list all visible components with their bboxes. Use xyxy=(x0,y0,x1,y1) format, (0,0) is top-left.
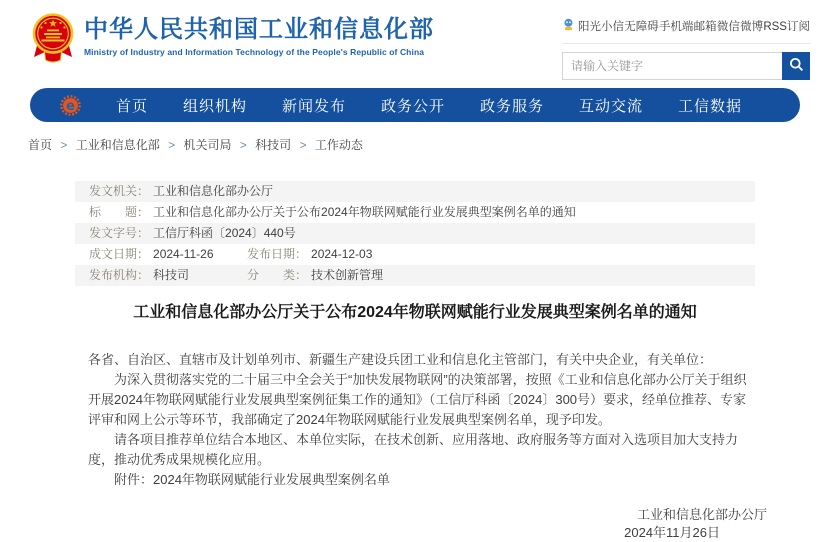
search-input[interactable] xyxy=(562,52,782,80)
nav-item-home[interactable]: 首页 xyxy=(115,97,148,115)
nav-item-gov-disclosure[interactable]: 政务公开 xyxy=(380,97,445,115)
miit-logo-icon xyxy=(60,95,81,116)
breadcrumb-separator: > xyxy=(299,138,307,152)
doc-info-row-publisher-category xyxy=(75,265,755,286)
quick-link-accessibility[interactable]: 无障碍 xyxy=(624,21,659,33)
search-icon xyxy=(789,57,804,75)
quick-link-rss[interactable]: RSS订阅 xyxy=(763,21,810,33)
quick-link-sunshine-assistant[interactable] xyxy=(562,18,624,34)
quick-link-wechat[interactable]: 微信 xyxy=(716,21,740,33)
quick-link-weibo[interactable]: 微博 xyxy=(740,21,764,33)
doc-info-value: 科技司 xyxy=(153,268,190,282)
doc-info-label: 标 题： xyxy=(89,205,150,219)
search-bar xyxy=(562,52,810,80)
nav-item-interaction[interactable]: 互动交流 xyxy=(578,97,643,115)
site-title-cn: 中华人民共和国工业和信息化部 xyxy=(84,16,434,43)
svg-text:e: e xyxy=(66,98,75,114)
breadcrumb xyxy=(28,136,830,153)
article-title: 工业和信息化部办公厅关于公布2024年物联网赋能行业发展典型案例名单的通知 xyxy=(133,304,697,321)
quick-link-mobile[interactable]: 手机端 xyxy=(658,21,694,33)
main-nav xyxy=(30,88,800,122)
doc-info-label: 发布日期： xyxy=(247,247,308,261)
signature-org: 工业和信息化部办公厅 xyxy=(636,507,767,522)
doc-info-value: 2024-11-26 xyxy=(153,247,214,261)
nav-item-data[interactable]: 工信数据 xyxy=(677,97,742,115)
site-header xyxy=(0,0,830,80)
doc-info-value: 技术创新管理 xyxy=(311,268,384,282)
nav-item-news[interactable]: 新闻发布 xyxy=(281,97,346,115)
article-paragraph: 请各项目推荐单位结合本地区、本单位实际，在技术创新、应用落地、政府服务等方面对入选项目加大支持力度，推动优秀成果规模化应用。 xyxy=(88,432,739,467)
quick-link-label: 阳光小信 xyxy=(578,21,624,33)
article-paragraph: 为深入贯彻落实党的二十届三中全会关于“加快发展物联网”的决策部署，按照《工业和信息化部办公厅关于组织开展2024年物联网赋能行业发展典型案例征集工作的通知》（工信厅科函〔2024〕300号）要求，经单位推荐、专家评审和网上公示等环节，我部确定了2024年物联网赋能行业发展典型案例名单，现予印发。 xyxy=(88,372,747,427)
header-right xyxy=(562,10,810,80)
doc-info-row-issuing-office xyxy=(75,181,755,202)
nav-item-gov-services[interactable]: 政务服务 xyxy=(479,97,544,115)
article-body xyxy=(88,350,755,490)
quick-links xyxy=(562,14,810,44)
signature-date: 2024年11月26日 xyxy=(624,525,720,540)
breadcrumb-miit[interactable]: 工业和信息化部 xyxy=(75,138,160,152)
doc-info-table xyxy=(75,181,755,286)
doc-info-label: 发布机构： xyxy=(89,268,150,282)
doc-info-value: 2024-12-03 xyxy=(311,247,373,261)
doc-info-row-title xyxy=(75,202,755,223)
search-button[interactable] xyxy=(782,52,810,80)
breadcrumb-separator: > xyxy=(168,138,176,152)
breadcrumb-work-updates[interactable]: 工作动态 xyxy=(314,138,363,152)
assistant-icon xyxy=(562,18,575,34)
doc-info-label: 分 类： xyxy=(247,268,308,282)
breadcrumb-separator: > xyxy=(60,138,68,152)
breadcrumb-home[interactable]: 首页 xyxy=(28,138,53,152)
doc-info-value: 工业和信息化部办公厅关于公布2024年物联网赋能行业发展典型案例名单的通知 xyxy=(153,205,576,219)
breadcrumb-science-tech-dept[interactable]: 科技司 xyxy=(255,138,292,152)
site-title-en: Ministry of Industry and Information Technology of the People's Republic of China xyxy=(84,47,425,57)
doc-info-row-dates xyxy=(75,244,755,265)
doc-info-label: 发文字号： xyxy=(89,226,150,240)
doc-info-value: 工业和信息化部办公厅 xyxy=(153,184,274,198)
breadcrumb-separator: > xyxy=(239,138,247,152)
breadcrumb-departments[interactable]: 机关司局 xyxy=(183,138,232,152)
signature-block xyxy=(0,506,830,542)
site-brand[interactable] xyxy=(30,10,434,80)
quick-link-mail[interactable]: 邮箱 xyxy=(693,21,717,33)
doc-info-label: 成文日期： xyxy=(89,247,150,261)
nav-item-organization[interactable]: 组织机构 xyxy=(182,97,247,115)
doc-info-label: 发文机关： xyxy=(89,184,150,198)
doc-info-value: 工信厅科函〔2024〕440号 xyxy=(153,226,296,240)
national-emblem-icon xyxy=(30,12,76,69)
article-salutation: 各省、自治区、直辖市及计划单列市、新疆生产建设兵团工业和信息化主管部门，有关中央企业，有关单位： xyxy=(88,352,713,367)
doc-info-row-doc-number xyxy=(75,223,755,244)
attachment-line: 附件：2024年物联网赋能行业发展典型案例名单 xyxy=(114,472,390,487)
